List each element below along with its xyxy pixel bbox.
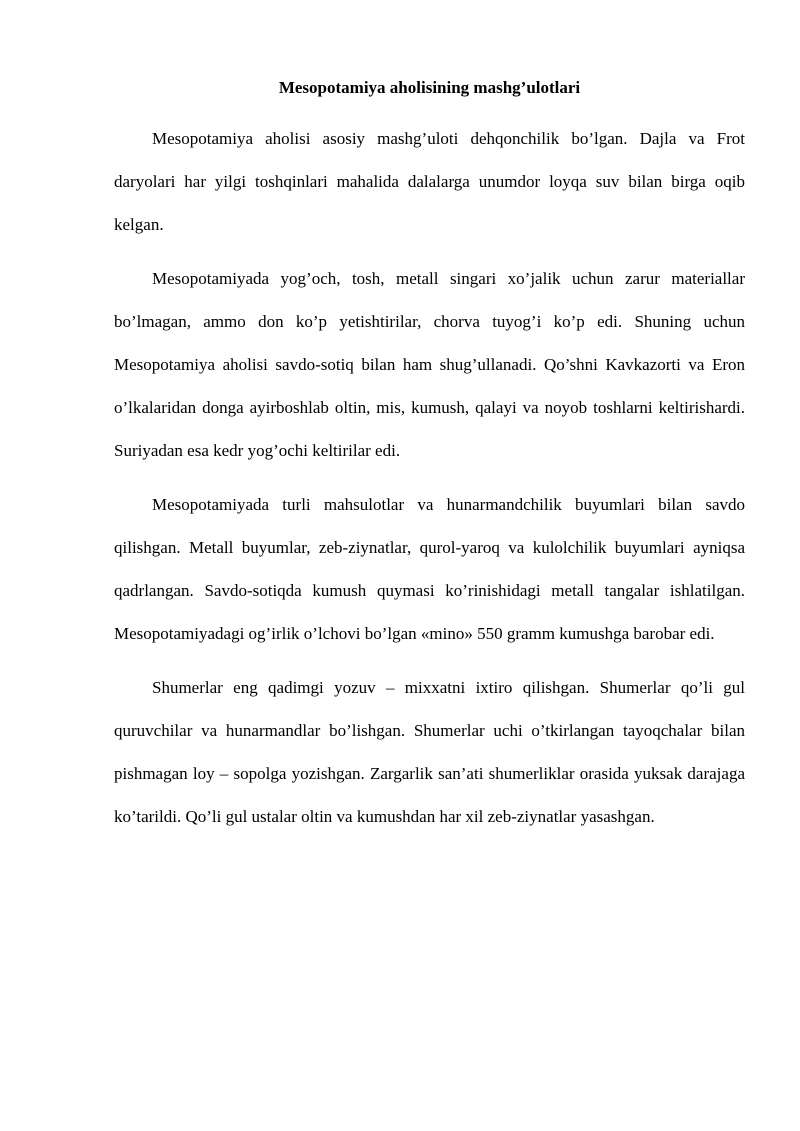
paragraph-3: Mesopotamiyada turli mahsulotlar va hunarmandchilik buyumlari bilan savdo qilishgan. Metall buyumlar, zeb-ziynatlar, qurol-yaroq va kulolchilik buyumlari ayniqsa qadrlangan. Savdo-sotiqda kumush quymasi ko’rinishidagi metall tangalar ishlatilgan. Mesopotamiyadagi og’irlik o’lchovi bo’lgan «mino» 550 gramm kumushga barobar edi.	[114, 495, 745, 643]
paragraph-1: Mesopotamiya aholisi asosiy mashg’uloti dehqonchilik bo’lgan. Dajla va Frot daryolari har yilgi toshqinlari mahalida dalalarga unumdor loyqa suv bilan birga oqib kelgan.	[114, 129, 745, 234]
document-title: Mesopotamiya aholisining mashg’ulotlari	[278, 78, 581, 97]
paragraph-2: Mesopotamiyada yog’och, tosh, metall singari xo’jalik uchun zarur materiallar bo’lmagan, ammo don ko’p yetishtirilar, chorva tuyog’i ko’p edi. Shuning uchun Mesopotamiya aholisi savdo-sotiq bilan ham shug’ullanadi. Qo’shni Kavkazorti va Eron o’lkalaridan donga ayirboshlab oltin, mis, kumush, qalayi va noyob toshlarni keltirishardi. Suriyadan esa kedr yog’ochi keltirilar edi.	[114, 269, 745, 460]
paragraph-4: Shumerlar eng qadimgi yozuv – mixxatni ixtiro qilishgan. Shumerlar qo’li gul quruvchilar va hunarmandlar bo’lishgan. Shumerlar uchi o’tkirlangan tayoqchalar bilan pishmagan loy – sopolga yozishgan. Zargarlik san’ati shumerliklar orasida yuksak darajaga ko’tarildi. Qo’li gul ustalar oltin va kumushdan har xil zeb-ziynatlar yasashgan.	[114, 678, 745, 826]
